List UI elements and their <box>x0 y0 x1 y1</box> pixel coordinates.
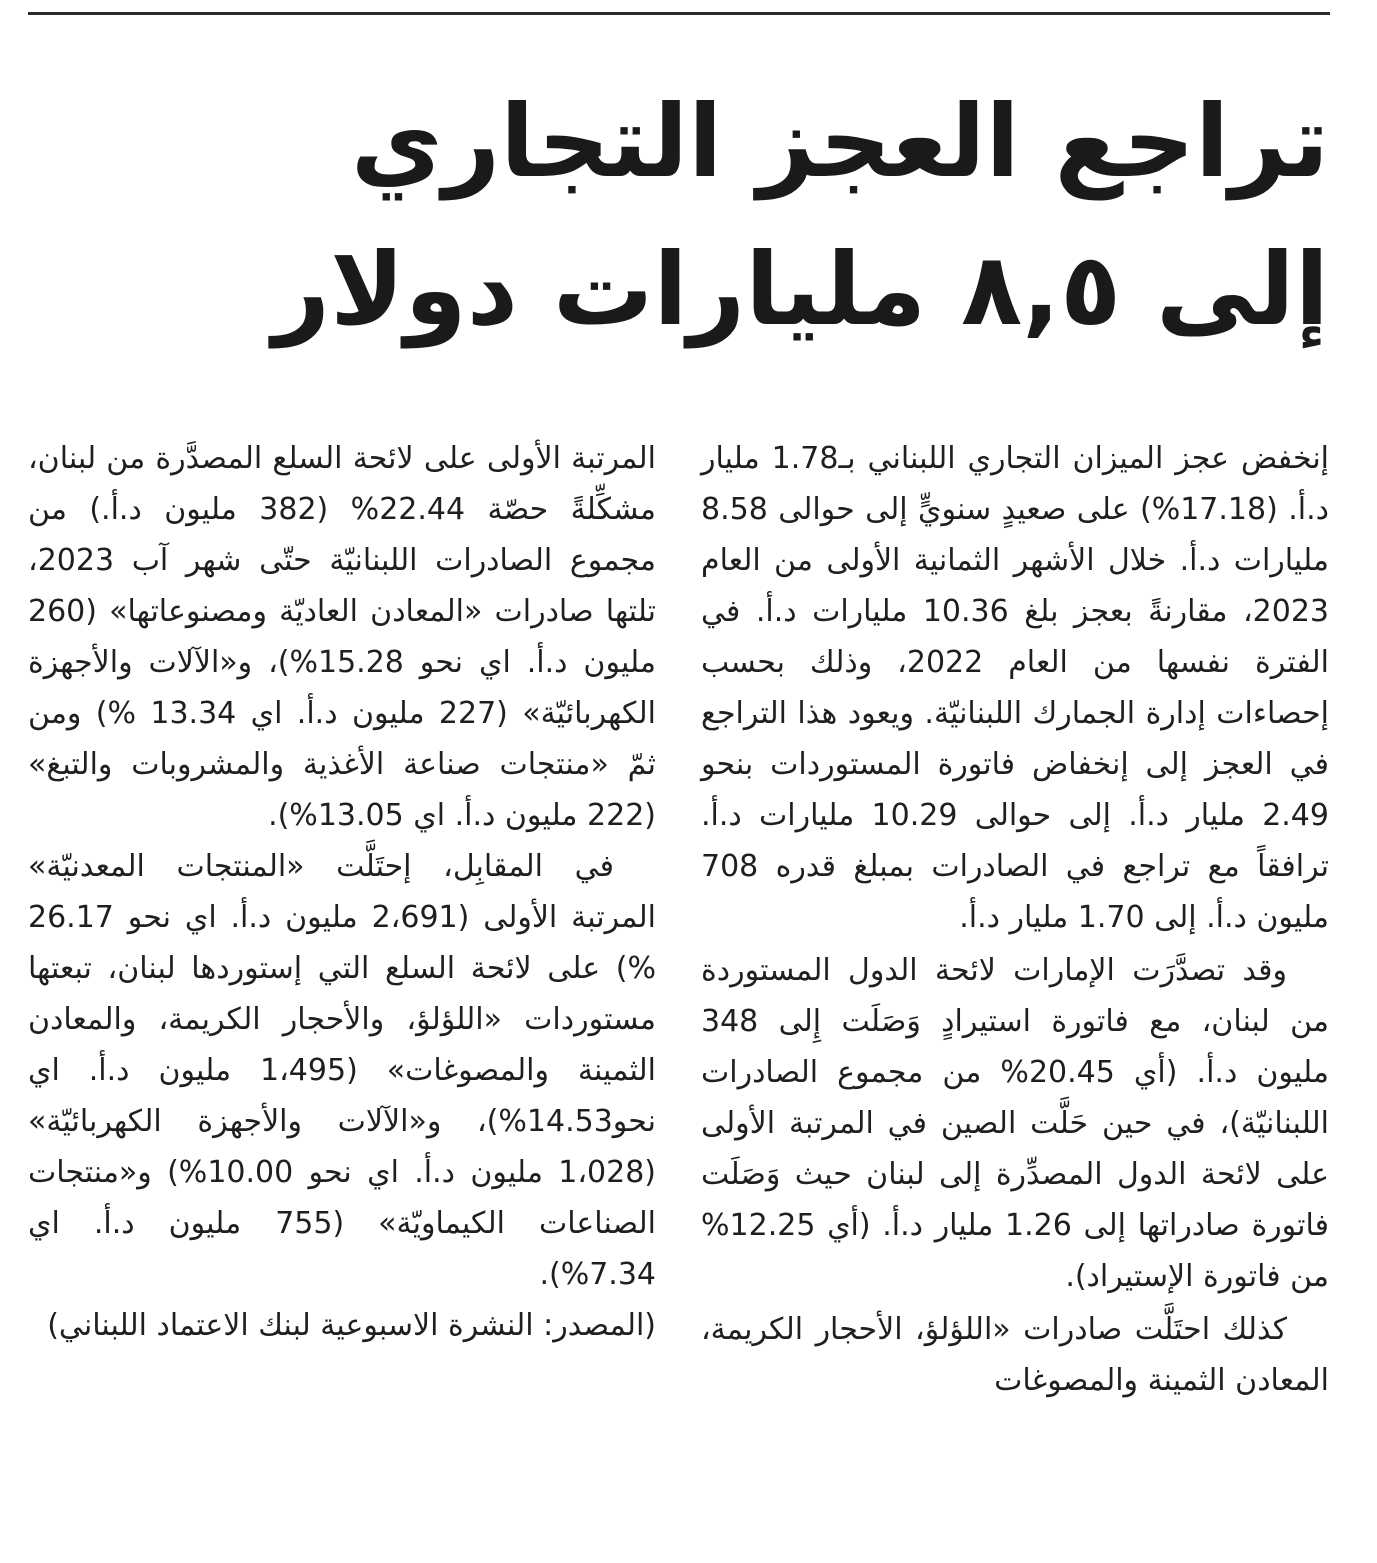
headline-line-2: إلى ٨,٥ مليارات دولار <box>272 231 1329 348</box>
paragraph-trade-partners: وقد تصدَّرَت الإمارات لائحة الدول المستوردة من لبنان، مع فاتورة استيرادٍ وَصَلَت إِلى 348 مليون د.أ. (أي 20.45% من مجموع الصادرات اللبنانيّة)، في حين حَلَّت الصين في المرتبة الأولى على لائحة الدول المصدِّرة إلى لبنان حيث وَصَلَت فاتورة صادراتها إلى 1.26 مليار د.أ. (أي 12.25% من فاتورة الإستيراد). <box>701 953 1329 1294</box>
paragraph-trade-deficit: إنخفض عجز الميزان التجاري اللبناني بـ1.78 مليار د.أ. (17.18%) على صعيدٍ سنويٍّ إلى حوالى 8.58 مليارات د.أ. خلال الأشهر الثمانية الأولى من العام 2023، مقارنةً بعجز بلغ 10.36 مليارات د.أ. في الفترة نفسها من العام 2022، وذلك بحسب إحصاءات إدارة الجمارك اللبنانيّة. ويعود هذا التراجع في العجز إلى إنخفاض فاتورة المستوردات بنحو 2.49 مليار د.أ. إلى حوالى 10.29 مليارات د.أ. ترافقاً مع تراجع في الصادرات بمبلغ قدره 708 مليون د.أ. إلى 1.70 مليار د.أ. <box>701 441 1330 935</box>
paragraph-exports-intro: كذلك احتَلَّت صادرات «اللؤلؤ، الأحجار الكريمة، المعادن الثمينة والمصوغات <box>701 1312 1329 1398</box>
headline-line-1: تراجع العجز التجاري <box>350 83 1329 200</box>
article-headline <box>272 68 1329 364</box>
article-column-right <box>701 433 1329 1406</box>
paragraph-export-goods: المرتبة الأولى على لائحة السلع المصدَّرة من لبنان، مشكِّلةً حصّة 22.44% (382 مليون د.أ.) من مجموع الصادرات اللبنانيّة حتّى شهر آب 2023، تلتها صادرات «المعادن العاديّة ومصنوعاتها» (260 مليون د.أ. اي نحو 15.28%)، و«الآلات والأجهزة الكهربائيّة» (227 مليون د.أ. اي 13.34 %) ومن ثمّ «منتجات صناعة الأغذية والمشروبات والتبغ» (222 مليون د.أ. اي 13.05%). <box>28 441 657 833</box>
paragraph-source-note: (المصدر: النشرة الاسبوعية لبنك الاعتماد اللبناني) <box>47 1308 656 1343</box>
article-column-left <box>28 433 656 1351</box>
top-divider-rule <box>28 12 1330 15</box>
paragraph-import-goods: في المقابِل، إحتَلَّت «المنتجات المعدنيّة» المرتبة الأولى (2،691 مليون د.أ. اي نحو 26.17 %) على لائحة السلع التي إستوردها لبنان، تبعتها مستوردات «اللؤلؤ، والأحجار الكريمة، والمعادن الثمينة والمصوغات» (1،495 مليون د.أ. اي نحو14.53%)، و«الآلات والأجهزة الكهربائيّة» (1،028 مليون د.أ. اي نحو 10.00%) و«منتجات الصناعات الكيماويّة» (755 مليون د.أ. اي 7.34%). <box>28 849 656 1292</box>
